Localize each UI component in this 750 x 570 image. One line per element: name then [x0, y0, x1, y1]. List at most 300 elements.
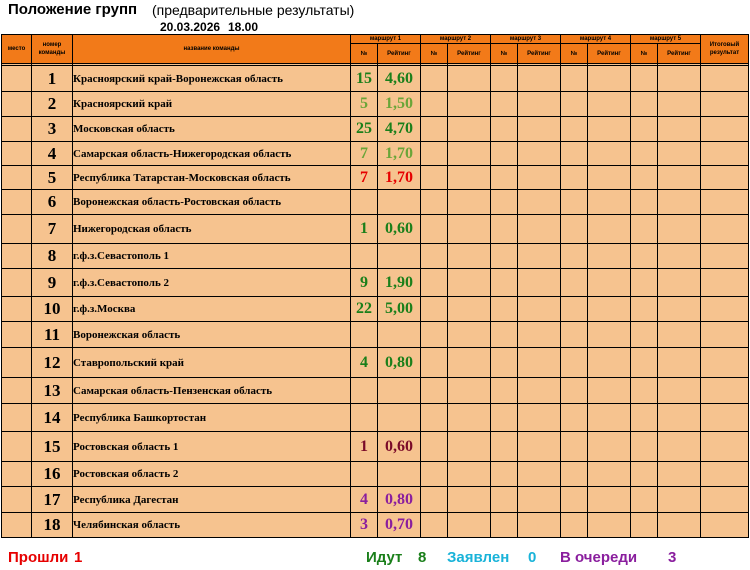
col-team-number: номер команды: [32, 35, 73, 64]
route-2-number: [421, 190, 448, 215]
route-3-number: [491, 462, 518, 487]
table-row: [2, 432, 749, 462]
team-number-cell: 13: [32, 378, 73, 404]
place-rank-cell: [2, 378, 32, 404]
route-1-rating: [378, 462, 421, 487]
route-5-number: [631, 322, 658, 348]
route-5-rating: [658, 142, 701, 166]
place-rank-cell: [2, 487, 32, 513]
route-4-number: [561, 244, 588, 269]
route-2-rating: [448, 487, 491, 513]
route-4-number: [561, 190, 588, 215]
route-5-number: [631, 190, 658, 215]
team-name-cell: Челябинская область: [73, 513, 351, 538]
route-5-rating: [658, 244, 701, 269]
team-name-cell: Нижегородская область: [73, 215, 351, 244]
place-rank-cell: [2, 66, 32, 92]
route-4-number: [561, 142, 588, 166]
route-3-number: [491, 92, 518, 117]
team-number-cell: 17: [32, 487, 73, 513]
route-1-rating: 0,80: [378, 348, 421, 378]
route-2-rating: [448, 244, 491, 269]
team-number-cell: 1: [32, 66, 73, 92]
col-route-1-no: №: [351, 44, 378, 64]
route-5-number: [631, 66, 658, 92]
going-count: 8: [418, 549, 427, 566]
route-1-number: [351, 190, 378, 215]
route-1-number: 4: [351, 487, 378, 513]
team-number-cell: 18: [32, 513, 73, 538]
route-2-number: [421, 513, 448, 538]
queue-count: 3: [668, 549, 677, 566]
route-4-rating: [588, 190, 631, 215]
route-5-number: [631, 404, 658, 432]
route-2-rating: [448, 166, 491, 190]
team-number-cell: 3: [32, 117, 73, 142]
team-number-cell: 7: [32, 215, 73, 244]
route-4-rating: [588, 322, 631, 348]
col-route-1: маршрут 1: [351, 35, 421, 44]
route-3-rating: [518, 404, 561, 432]
route-1-rating: 0,80: [378, 487, 421, 513]
col-route-2: маршрут 2: [421, 35, 491, 44]
final-result-cell: [701, 190, 749, 215]
route-2-rating: [448, 117, 491, 142]
team-name-cell: г.ф.з.Севастополь 1: [73, 244, 351, 269]
team-number-cell: 9: [32, 269, 73, 297]
route-3-number: [491, 244, 518, 269]
col-route-4-rating: Рейтинг: [588, 44, 631, 64]
route-2-number: [421, 142, 448, 166]
col-route-2-rating: Рейтинг: [448, 44, 491, 64]
place-rank-cell: [2, 190, 32, 215]
route-5-rating: [658, 166, 701, 190]
route-4-number: [561, 487, 588, 513]
route-1-number: 9: [351, 269, 378, 297]
route-2-rating: [448, 462, 491, 487]
route-1-number: 5: [351, 92, 378, 117]
route-5-number: [631, 215, 658, 244]
team-name-cell: Московская область: [73, 117, 351, 142]
route-5-rating: [658, 404, 701, 432]
route-5-rating: [658, 269, 701, 297]
route-3-number: [491, 215, 518, 244]
route-1-number: 15: [351, 66, 378, 92]
route-1-rating: 1,70: [378, 166, 421, 190]
place-rank-cell: [2, 404, 32, 432]
route-4-rating: [588, 117, 631, 142]
route-5-rating: [658, 92, 701, 117]
team-name-cell: Воронежская область-Ростовская область: [73, 190, 351, 215]
route-3-rating: [518, 190, 561, 215]
route-2-rating: [448, 404, 491, 432]
route-4-rating: [588, 513, 631, 538]
route-1-rating: [378, 190, 421, 215]
route-5-rating: [658, 513, 701, 538]
route-5-rating: [658, 487, 701, 513]
route-2-rating: [448, 66, 491, 92]
table-row: [2, 66, 749, 92]
route-4-number: [561, 348, 588, 378]
route-3-rating: [518, 348, 561, 378]
route-1-rating: 1,90: [378, 269, 421, 297]
route-4-number: [561, 215, 588, 244]
standings-body: [2, 64, 749, 538]
route-3-number: [491, 487, 518, 513]
place-rank-cell: [2, 462, 32, 487]
final-result-cell: [701, 432, 749, 462]
route-4-number: [561, 66, 588, 92]
table-row: [2, 190, 749, 215]
route-1-number: 22: [351, 297, 378, 322]
final-result-cell: [701, 404, 749, 432]
route-4-rating: [588, 487, 631, 513]
route-3-number: [491, 297, 518, 322]
route-2-number: [421, 244, 448, 269]
going-label: Идут: [366, 549, 403, 566]
route-5-rating: [658, 117, 701, 142]
route-5-number: [631, 269, 658, 297]
table-row: [2, 166, 749, 190]
team-name-cell: Ставропольский край: [73, 348, 351, 378]
col-route-3-rating: Рейтинг: [518, 44, 561, 64]
final-result-cell: [701, 462, 749, 487]
page-title: Положение групп: [8, 1, 138, 18]
route-4-number: [561, 92, 588, 117]
col-route-5: маршрут 5: [631, 35, 701, 44]
team-name-cell: г.ф.з.Москва: [73, 297, 351, 322]
route-2-number: [421, 404, 448, 432]
route-1-number: 7: [351, 142, 378, 166]
route-5-number: [631, 297, 658, 322]
team-name-cell: Республика Дагестан: [73, 487, 351, 513]
route-5-rating: [658, 432, 701, 462]
route-2-number: [421, 66, 448, 92]
route-4-number: [561, 166, 588, 190]
route-5-rating: [658, 297, 701, 322]
route-3-rating: [518, 142, 561, 166]
place-rank-cell: [2, 432, 32, 462]
team-number-cell: 4: [32, 142, 73, 166]
route-5-number: [631, 166, 658, 190]
route-4-number: [561, 378, 588, 404]
route-4-number: [561, 462, 588, 487]
route-1-number: 25: [351, 117, 378, 142]
team-name-cell: Республика Татарстан-Московская область: [73, 166, 351, 190]
route-5-rating: [658, 322, 701, 348]
route-1-rating: [378, 404, 421, 432]
route-5-rating: [658, 66, 701, 92]
team-name-cell: Красноярский край: [73, 92, 351, 117]
table-row: [2, 322, 749, 348]
final-result-cell: [701, 92, 749, 117]
route-3-number: [491, 322, 518, 348]
route-5-number: [631, 117, 658, 142]
team-number-cell: 16: [32, 462, 73, 487]
route-4-number: [561, 513, 588, 538]
route-5-number: [631, 244, 658, 269]
route-3-number: [491, 142, 518, 166]
route-3-rating: [518, 269, 561, 297]
route-1-rating: 5,00: [378, 297, 421, 322]
place-rank-cell: [2, 297, 32, 322]
route-5-number: [631, 142, 658, 166]
route-3-rating: [518, 244, 561, 269]
team-name-cell: Воронежская область: [73, 322, 351, 348]
team-name-cell: Ростовская область 2: [73, 462, 351, 487]
route-3-number: [491, 404, 518, 432]
route-1-number: 1: [351, 215, 378, 244]
route-4-rating: [588, 269, 631, 297]
col-mesto: место: [2, 35, 32, 64]
table-row: [2, 297, 749, 322]
route-2-number: [421, 322, 448, 348]
place-rank-cell: [2, 166, 32, 190]
route-3-rating: [518, 322, 561, 348]
route-4-number: [561, 432, 588, 462]
final-result-cell: [701, 378, 749, 404]
place-rank-cell: [2, 117, 32, 142]
route-4-rating: [588, 348, 631, 378]
route-4-rating: [588, 215, 631, 244]
team-number-cell: 11: [32, 322, 73, 348]
route-2-number: [421, 378, 448, 404]
route-2-number: [421, 215, 448, 244]
place-rank-cell: [2, 269, 32, 297]
place-rank-cell: [2, 513, 32, 538]
route-5-rating: [658, 378, 701, 404]
route-5-rating: [658, 462, 701, 487]
route-2-rating: [448, 378, 491, 404]
route-2-number: [421, 297, 448, 322]
route-4-rating: [588, 142, 631, 166]
report-time: 18.00: [228, 20, 259, 34]
team-name-cell: Красноярский край-Воронежская область: [73, 66, 351, 92]
team-name-cell: г.ф.з.Севастополь 2: [73, 269, 351, 297]
place-rank-cell: [2, 215, 32, 244]
route-3-number: [491, 513, 518, 538]
route-2-rating: [448, 297, 491, 322]
table-row: [2, 92, 749, 117]
route-3-number: [491, 166, 518, 190]
route-4-number: [561, 322, 588, 348]
team-name-cell: Самарская область-Нижегородская область: [73, 142, 351, 166]
route-5-rating: [658, 215, 701, 244]
team-number-cell: 2: [32, 92, 73, 117]
passed-count: 1: [74, 549, 83, 566]
table-row: [2, 378, 749, 404]
col-route-3: маршрут 3: [491, 35, 561, 44]
col-final-result: Итоговый результат: [701, 35, 749, 64]
team-name-cell: Ростовская область 1: [73, 432, 351, 462]
route-5-number: [631, 462, 658, 487]
route-1-rating: 0,70: [378, 513, 421, 538]
team-number-cell: 15: [32, 432, 73, 462]
route-3-rating: [518, 432, 561, 462]
team-number-cell: 8: [32, 244, 73, 269]
route-5-number: [631, 432, 658, 462]
final-result-cell: [701, 513, 749, 538]
final-result-cell: [701, 487, 749, 513]
route-2-rating: [448, 190, 491, 215]
team-number-cell: 12: [32, 348, 73, 378]
place-rank-cell: [2, 92, 32, 117]
declared-label: Заявлен: [447, 549, 510, 566]
route-1-rating: 1,50: [378, 92, 421, 117]
place-rank-cell: [2, 244, 32, 269]
route-1-number: [351, 322, 378, 348]
route-5-number: [631, 487, 658, 513]
route-1-number: 4: [351, 348, 378, 378]
route-1-rating: 0,60: [378, 215, 421, 244]
team-name-cell: Республика Башкортостан: [73, 404, 351, 432]
col-route-4: маршрут 4: [561, 35, 631, 44]
route-5-rating: [658, 348, 701, 378]
table-row: [2, 215, 749, 244]
route-4-rating: [588, 92, 631, 117]
route-5-number: [631, 92, 658, 117]
final-result-cell: [701, 244, 749, 269]
route-4-rating: [588, 297, 631, 322]
place-rank-cell: [2, 142, 32, 166]
route-3-number: [491, 190, 518, 215]
page-subtitle: (предварительные результаты): [152, 2, 355, 18]
col-route-3-no: №: [491, 44, 518, 64]
final-result-cell: [701, 66, 749, 92]
route-2-number: [421, 462, 448, 487]
route-2-number: [421, 117, 448, 142]
route-3-number: [491, 348, 518, 378]
route-1-number: [351, 378, 378, 404]
route-4-number: [561, 117, 588, 142]
passed-label: Прошли: [8, 549, 69, 566]
route-4-rating: [588, 432, 631, 462]
route-2-number: [421, 92, 448, 117]
route-2-rating: [448, 92, 491, 117]
declared-count: 0: [528, 549, 537, 566]
route-2-number: [421, 348, 448, 378]
route-2-rating: [448, 269, 491, 297]
route-5-number: [631, 513, 658, 538]
route-1-rating: 4,70: [378, 117, 421, 142]
route-1-rating: [378, 322, 421, 348]
route-5-number: [631, 348, 658, 378]
route-1-number: [351, 244, 378, 269]
col-route-4-no: №: [561, 44, 588, 64]
route-2-rating: [448, 215, 491, 244]
route-3-number: [491, 66, 518, 92]
route-3-rating: [518, 297, 561, 322]
route-4-rating: [588, 378, 631, 404]
col-route-1-rating: Рейтинг: [378, 44, 421, 64]
route-3-rating: [518, 66, 561, 92]
route-3-rating: [518, 378, 561, 404]
route-3-number: [491, 117, 518, 142]
place-rank-cell: [2, 322, 32, 348]
final-result-cell: [701, 348, 749, 378]
table-row: [2, 513, 749, 538]
team-number-cell: 14: [32, 404, 73, 432]
table-row: [2, 244, 749, 269]
route-3-rating: [518, 92, 561, 117]
table-row: [2, 487, 749, 513]
col-route-2-no: №: [421, 44, 448, 64]
final-result-cell: [701, 297, 749, 322]
route-3-rating: [518, 215, 561, 244]
route-4-number: [561, 269, 588, 297]
route-2-rating: [448, 348, 491, 378]
route-4-rating: [588, 404, 631, 432]
route-1-rating: 1,70: [378, 142, 421, 166]
route-2-rating: [448, 432, 491, 462]
col-route-5-rating: Рейтинг: [658, 44, 701, 64]
route-3-rating: [518, 462, 561, 487]
route-3-number: [491, 269, 518, 297]
route-1-rating: 4,60: [378, 66, 421, 92]
final-result-cell: [701, 269, 749, 297]
route-4-number: [561, 297, 588, 322]
table-row: [2, 404, 749, 432]
route-3-rating: [518, 117, 561, 142]
route-2-rating: [448, 513, 491, 538]
route-4-number: [561, 404, 588, 432]
route-4-rating: [588, 244, 631, 269]
route-5-number: [631, 378, 658, 404]
final-result-cell: [701, 166, 749, 190]
route-3-number: [491, 432, 518, 462]
route-1-rating: 0,60: [378, 432, 421, 462]
standings-table: [1, 34, 749, 538]
table-row: [2, 348, 749, 378]
place-rank-cell: [2, 348, 32, 378]
route-2-number: [421, 269, 448, 297]
col-route-5-no: №: [631, 44, 658, 64]
route-4-rating: [588, 166, 631, 190]
team-number-cell: 5: [32, 166, 73, 190]
route-3-rating: [518, 166, 561, 190]
col-team-name: название команды: [73, 35, 351, 64]
route-2-number: [421, 166, 448, 190]
final-result-cell: [701, 322, 749, 348]
report-date: 20.03.2026: [160, 20, 221, 34]
route-4-rating: [588, 66, 631, 92]
table-row: [2, 142, 749, 166]
route-3-number: [491, 378, 518, 404]
route-1-number: [351, 462, 378, 487]
route-1-number: 3: [351, 513, 378, 538]
route-2-rating: [448, 142, 491, 166]
table-row: [2, 117, 749, 142]
final-result-cell: [701, 142, 749, 166]
team-number-cell: 10: [32, 297, 73, 322]
final-result-cell: [701, 215, 749, 244]
route-2-number: [421, 487, 448, 513]
table-row: [2, 269, 749, 297]
team-name-cell: Самарская область-Пензенская область: [73, 378, 351, 404]
final-result-cell: [701, 117, 749, 142]
route-1-number: 7: [351, 166, 378, 190]
route-1-number: 1: [351, 432, 378, 462]
route-3-rating: [518, 487, 561, 513]
route-1-rating: [378, 244, 421, 269]
route-1-number: [351, 404, 378, 432]
route-1-rating: [378, 378, 421, 404]
route-2-rating: [448, 322, 491, 348]
route-2-number: [421, 432, 448, 462]
queue-label: В очереди: [560, 549, 638, 566]
route-5-rating: [658, 190, 701, 215]
table-row: [2, 462, 749, 487]
